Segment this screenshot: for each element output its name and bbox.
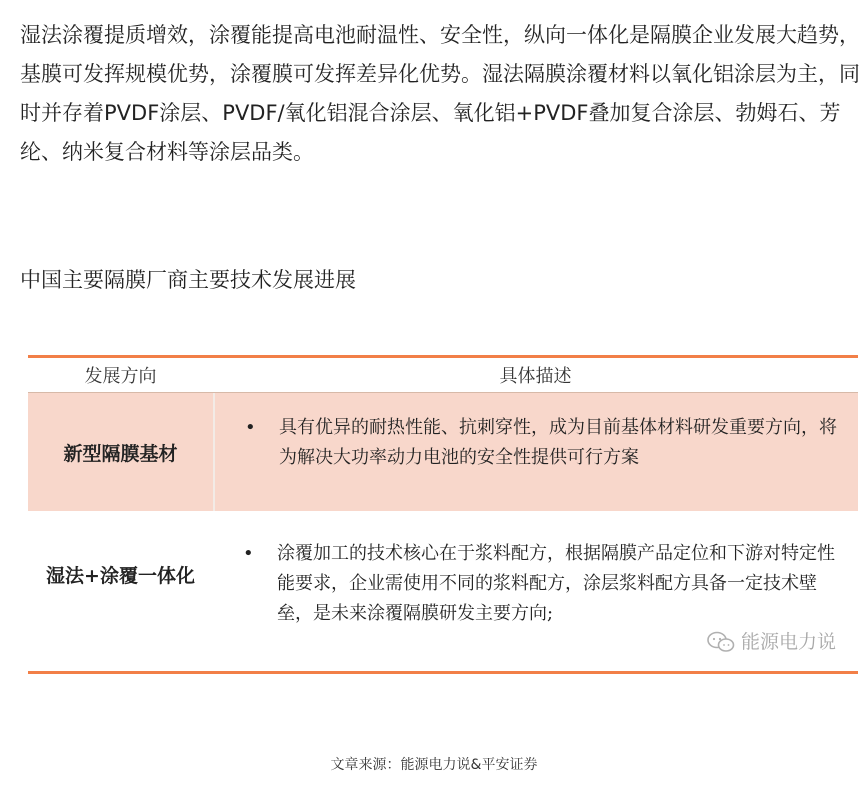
row-description-text: 具有优异的耐热性能、抗刺穿性，成为目前基体材料研发重要方向，将为解决大功率动力电池的安全性提供可行方案 (279, 417, 837, 468)
table-header-row (28, 358, 858, 393)
header-description: 具体描述 (499, 366, 572, 387)
row-spacer (28, 511, 858, 529)
watermark-text: 能源电力说 (740, 631, 836, 653)
table-bottom-rule (28, 671, 858, 674)
source-note: 文章来源：能源电力说&平安证券 (330, 757, 538, 773)
wechat-icon (707, 631, 735, 653)
row-direction-label: 湿法+涂覆一体化 (46, 565, 195, 587)
row-description (213, 529, 858, 671)
section-title: 中国主要隔膜厂商主要技术发展进展 (20, 268, 356, 292)
row-description (215, 393, 858, 511)
header-direction: 发展方向 (84, 366, 157, 387)
tech-progress-table (28, 355, 858, 674)
table-row (28, 529, 858, 671)
intro-paragraph: 湿法涂覆提质增效，涂覆能提高电池耐温性、安全性，纵向一体化是隔膜企业发展大趋势，基膜可发挥规模优势，涂覆膜可发挥差异化优势。湿法隔膜涂覆材料以氧化铝涂层为主，同时并存着PVDF涂层、PVDF/氧化铝混合涂层、氧化铝+PVDF叠加复合涂层、勃姆石、芳纶、纳米复合材料等涂层品类。 (20, 23, 860, 164)
bullet-icon: • (243, 543, 254, 564)
row-direction-label: 新型隔膜基材 (28, 393, 215, 511)
bullet-icon: • (245, 417, 256, 438)
watermark (707, 627, 836, 657)
table-row (28, 393, 858, 511)
row-description-text: 涂覆加工的技术核心在于浆料配方，根据隔膜产品定位和下游对特定性能要求，企业需使用不同的浆料配方，涂层浆料配方具备一定技术壁垒，是未来涂覆隔膜研发主要方向; (277, 543, 835, 624)
